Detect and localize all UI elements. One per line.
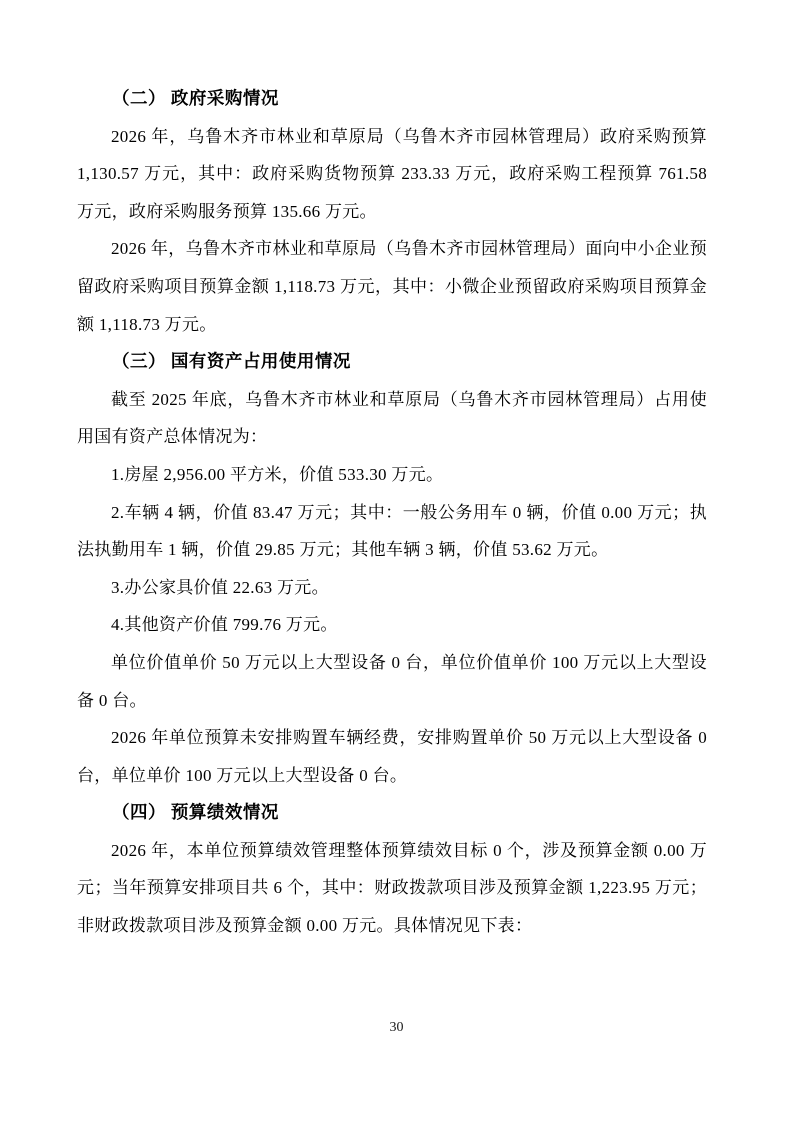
section-heading-government-procurement: （二） 政府采购情况 bbox=[112, 88, 279, 108]
page-number: 30 bbox=[389, 1020, 404, 1035]
paragraph-performance-summary: 2026 年，本单位预算绩效管理整体预算绩效目标 0 个，涉及预算金额 0.00 万元；当年预算安排项目共 6 个，其中：财政拨款项目涉及预算金额 1,223.95 万元；非财政拨款项目涉及预算金额 0.00 万元。具体情况见下表： bbox=[77, 840, 707, 936]
paragraph-assets-intro: 截至 2025 年底，乌鲁木齐市林业和草原局（乌鲁木齐市园林管理局）占用使用国有资产总体情况为： bbox=[77, 389, 707, 447]
paragraph-assets-purchase-plan: 2026 年单位预算未安排购置车辆经费，安排购置单价 50 万元以上大型设备 0 台，单位单价 100 万元以上大型设备 0 台。 bbox=[77, 728, 707, 785]
paragraph-procurement-sme-reserve: 2026 年，乌鲁木齐市林业和草原局（乌鲁木齐市园林管理局）面向中小企业预留政府采购项目预算金额 1,118.73 万元，其中：小微企业预留政府采购项目预算金额 1,118.73 万元。 bbox=[77, 239, 707, 334]
paragraph-assets-housing: 1.房屋 2,956.00 平方米，价值 533.30 万元。 bbox=[111, 464, 444, 484]
section-heading-state-assets: （三） 国有资产占用使用情况 bbox=[112, 351, 351, 372]
document-content bbox=[77, 80, 707, 945]
paragraph-assets-furniture: 3.办公家具价值 22.63 万元。 bbox=[111, 577, 329, 597]
paragraph-assets-large-equipment: 单位价值单价 50 万元以上大型设备 0 台，单位价值单价 100 万元以上大型设备 0 台。 bbox=[77, 652, 707, 710]
paragraph-procurement-budget: 2026 年，乌鲁木齐市林业和草原局（乌鲁木齐市园林管理局）政府采购预算 1,130.57 万元，其中：政府采购货物预算 233.33 万元，政府采购工程预算 761.58 万元，政府采购服务预算 135.66 万元。 bbox=[77, 126, 707, 221]
paragraph-assets-vehicles: 2.车辆 4 辆，价值 83.47 万元；其中：一般公务用车 0 辆，价值 0.00 万元；执法执勤用车 1 辆，价值 29.85 万元；其他车辆 3 辆，价值 53.62 万元。 bbox=[77, 502, 707, 560]
paragraph-assets-other: 4.其他资产价值 799.76 万元。 bbox=[111, 615, 338, 635]
section-heading-budget-performance: （四） 预算绩效情况 bbox=[112, 802, 279, 823]
